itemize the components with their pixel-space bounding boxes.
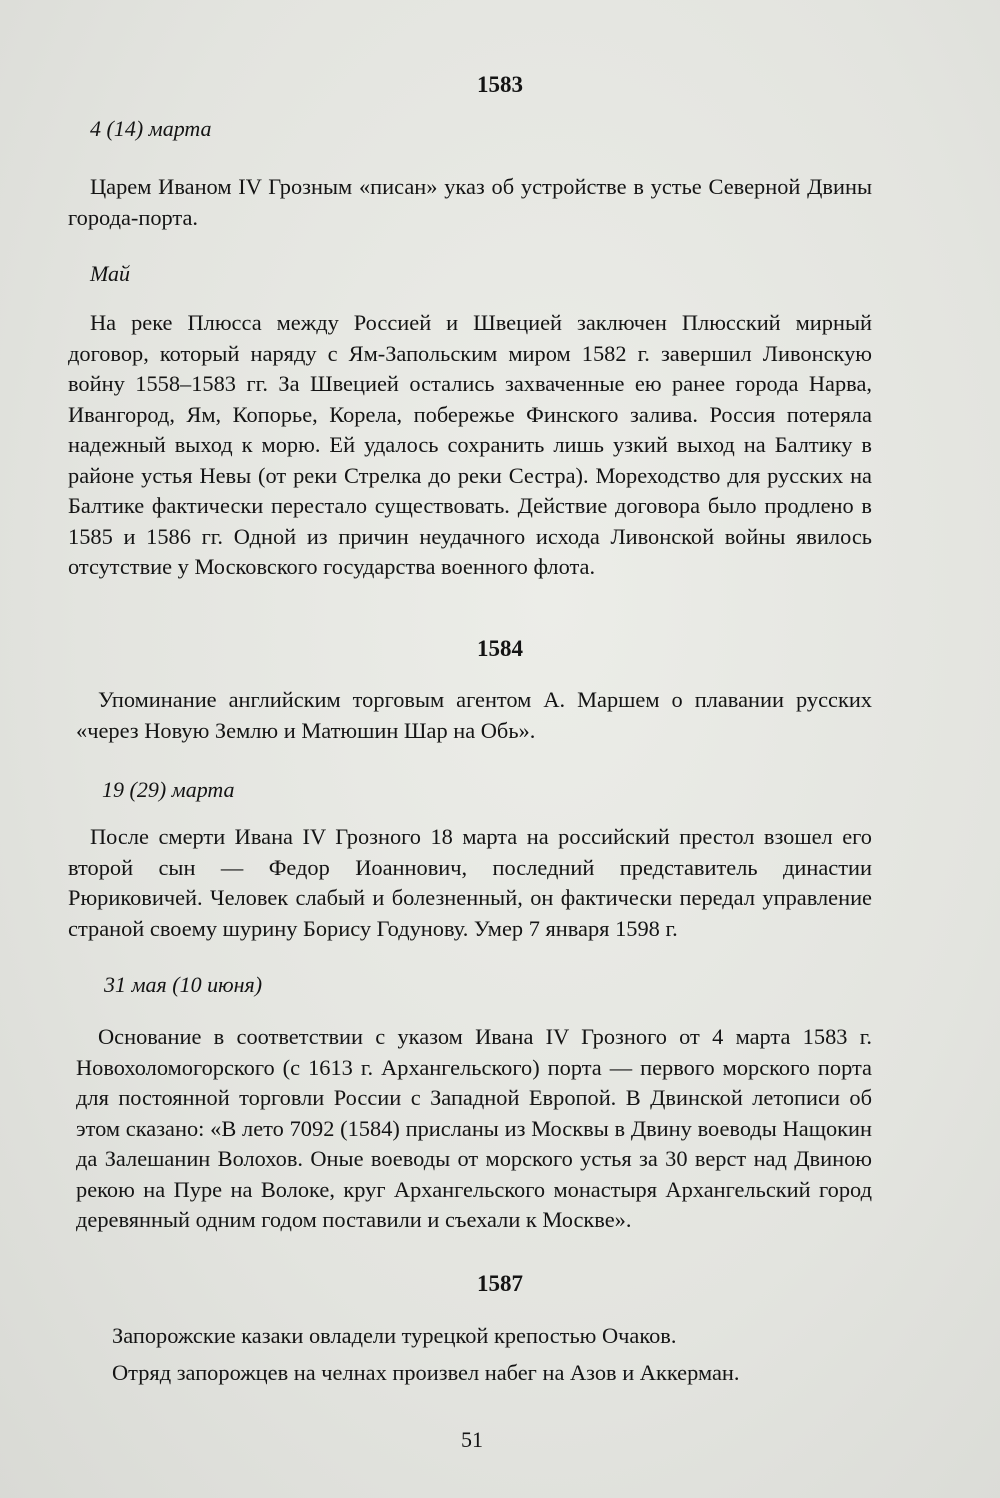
entry-date: Май (90, 261, 131, 286)
entry-date: 19 (29) марта (102, 777, 235, 802)
entry-text: Царем Иваном IV Грозным «писан» указ об устройстве в устье Северной Двины города-порта. (68, 174, 872, 230)
entry-date: 4 (14) марта (90, 116, 212, 141)
page-number: 51 (461, 1427, 483, 1452)
entry-text: На реке Плюсса между Россией и Швецией заключен Плюсский мирный договор, который наряду с Ям-Запольским миром 1582 г. завершил Ливонскую войну 1558–1583 гг. За Швецией остались захваченные ею ранее города Нарва, Ивангород, Ям, Копорье, Корела, побережье Финского залива. Россия потеряла надежный выход к морю. Ей удалось сохранить лишь узкий выход на Балтику в районе устья Невы (от реки Стрелка до реки Сестра). Мореходство для русских на Балтике фактически перестало существовать. Действие договора было продлено в 1585 и 1586 гг. Одной из причин неудачного исхода Ливонской войны явилось отсутствие у Московского государства военного флота. (68, 310, 872, 579)
entry-text: Отряд запорожцев на челнах произвел набег на Азов и Аккерман. (112, 1360, 740, 1385)
year-heading-1583: 1583 (477, 72, 523, 97)
entry-text: Запорожские казаки овладели турецкой крепостью Очаков. (112, 1323, 677, 1348)
year-heading-1584: 1584 (477, 636, 523, 661)
entry-text: Основание в соответствии с указом Ивана IV Грозного от 4 марта 1583 г. Новохоломогорского (с 1613 г. Архангельского) порта — первого морского порта для постоянной торговли России с Западной Европой. В Двинской летописи об этом сказано: «В лето 7092 (1584) присланы из Москвы в Двину воеводы Нащокин да Залешанин Волохов. Оные воеводы от морского устья за 30 верст над Двиною рекою на Пуре на Волоке, круг Архангельского монастыря Архангельский город деревянный одним годом поставили и съехали к Москве». (76, 1024, 872, 1232)
entry-date: 31 мая (10 июня) (104, 972, 263, 997)
entry-text: После смерти Ивана IV Грозного 18 марта на российский престол взошел его второй сын — Федор Иоаннович, последний представитель династии Рюриковичей. Человек слабый и болезненный, он фактически передал управление страной своему шурину Борису Годунову. Умер 7 января 1598 г. (68, 824, 872, 941)
year-heading-1587: 1587 (477, 1271, 523, 1296)
entry-text: Упоминание английским торговым агентом А. Маршем о плавании русских «через Новую Землю и Матюшин Шар на Обь». (76, 687, 872, 743)
